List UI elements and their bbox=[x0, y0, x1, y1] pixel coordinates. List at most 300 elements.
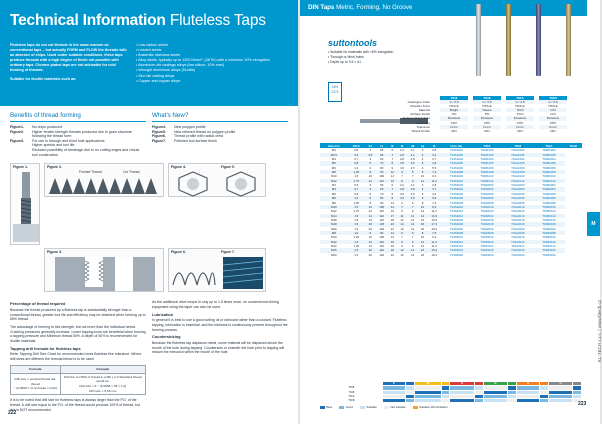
table-header-cell: T91B bbox=[565, 143, 582, 148]
table-cell: 8 bbox=[388, 161, 397, 165]
product-code-cell[interactable]: T9163010 bbox=[449, 235, 464, 240]
benefit-key: Figure1. bbox=[10, 125, 24, 129]
product-code-cell[interactable]: T91B2012 bbox=[542, 209, 556, 214]
material-row bbox=[321, 399, 582, 403]
benefit-key bbox=[10, 148, 32, 157]
table-cell: 5 bbox=[365, 161, 376, 165]
product-code-cell[interactable]: T9162018 bbox=[441, 222, 471, 226]
product-code-cell[interactable]: T9161008 bbox=[441, 170, 471, 174]
product-code-cell[interactable]: T9181004 bbox=[480, 157, 494, 162]
product-code-cell[interactable]: T9163012 bbox=[441, 240, 471, 244]
product-code-cell[interactable]: T91A2006 bbox=[502, 196, 533, 200]
table-cell: 3,2 bbox=[427, 153, 441, 157]
table-cell: 1,75 bbox=[353, 209, 360, 214]
legend-swatch-icon bbox=[384, 406, 389, 409]
whatsnew-text: New polygon profile bbox=[174, 125, 206, 129]
table-cell: M5 bbox=[331, 191, 336, 196]
product-code-cell[interactable]: T91A2018 bbox=[502, 222, 533, 226]
product-code-cell[interactable]: T9183010 bbox=[480, 235, 494, 240]
table-cell: 19,3 bbox=[431, 226, 437, 231]
product-code-cell[interactable]: T9162010 bbox=[441, 205, 471, 209]
spec-col-t916 bbox=[440, 96, 468, 133]
product-code-cell[interactable]: T9182005 bbox=[480, 191, 494, 196]
product-code-cell[interactable]: T91A3012 bbox=[502, 240, 533, 244]
product-code-cell[interactable]: T9161005 bbox=[441, 161, 471, 165]
benefit-text: No chips produced bbox=[32, 125, 62, 129]
table-cell: 9,3 bbox=[432, 174, 437, 179]
product-code-cell[interactable]: T9161010 bbox=[449, 174, 464, 179]
spec-label: Chamfer Form bbox=[410, 104, 430, 109]
spec-value: HSS-E bbox=[449, 104, 459, 109]
paragraph: The advantage of forming to this strength, but not more than the individual needs. Cracking pressures generally increase. Lower tapping tools are beneficial when forming a tapping pressure and Minimum thread 50%. A depth of 50% is recommended for ductile materials. bbox=[10, 324, 146, 344]
spec-label: Geometry bbox=[416, 120, 430, 125]
product-code-cell[interactable]: T91B3012 bbox=[533, 240, 564, 244]
table-cell: 110 bbox=[376, 240, 388, 244]
table-cell: 22 bbox=[388, 222, 397, 226]
product-code-cell[interactable]: T9161003 bbox=[449, 148, 464, 153]
table-cell: 11,2 bbox=[431, 209, 437, 214]
product-code-cell[interactable]: T91B1012 bbox=[533, 179, 564, 183]
legend-swatch-icon bbox=[413, 406, 418, 409]
table-cell: M20 bbox=[330, 252, 337, 257]
bullet-item: • Alloy steels, typically up to 1200 N/mm², (38 Rc) with a minimum 10% elongation bbox=[136, 58, 290, 63]
product-code-cell[interactable]: T91A1005 bbox=[502, 161, 533, 165]
table-cell: 1,5 bbox=[354, 174, 359, 179]
legend-label: Best bbox=[326, 405, 333, 409]
table-cell: 3,5 bbox=[400, 191, 405, 196]
table-cell: 20 bbox=[420, 226, 425, 231]
table-cell: 5 bbox=[369, 191, 372, 196]
product-code-cell[interactable]: T91A2004 bbox=[502, 187, 533, 191]
benefits-whatsnew bbox=[0, 106, 298, 157]
table-cell: 6 bbox=[418, 196, 427, 200]
table-cell: 12 bbox=[388, 231, 397, 235]
formula-line: − (0.0068 × % of thread × pitch) bbox=[13, 386, 58, 391]
table-cell: 10 bbox=[420, 235, 425, 240]
table-cell: 1,5 bbox=[348, 214, 365, 218]
table-cell: 12 bbox=[418, 240, 427, 244]
product-code-cell[interactable]: T91B1003 bbox=[542, 148, 556, 153]
product-code-cell[interactable]: T9162020 bbox=[449, 226, 464, 231]
product-code-cell[interactable]: T9182004 bbox=[472, 187, 502, 191]
product-code-cell[interactable]: T91B3112 bbox=[542, 243, 556, 248]
table-cell: 7 bbox=[401, 174, 403, 179]
spec-value: C / 2,5 bbox=[440, 100, 468, 104]
bullet-item: • Suitable for materials with >5% elongation bbox=[328, 50, 393, 55]
bullet-item: • Zinc die casting alloys bbox=[136, 74, 290, 79]
product-code-cell[interactable]: T9182010 bbox=[472, 205, 502, 209]
legend-item bbox=[339, 405, 353, 409]
table-cell: 8 bbox=[421, 200, 424, 205]
table-cell: 70 bbox=[380, 191, 384, 196]
table-cell: 12 bbox=[368, 209, 372, 214]
product-code-cell[interactable]: T91A1006 bbox=[511, 165, 525, 170]
product-code-cell[interactable]: T9161006 bbox=[449, 165, 464, 170]
table-cell: 2,8 bbox=[397, 187, 408, 191]
page-number: 222 bbox=[8, 410, 17, 416]
table-cell: M8 bbox=[320, 231, 348, 235]
paragraph: As the additional drive torque is only up to 1.5 times more, on conventional driving equipment using the taper can also be used. bbox=[152, 300, 279, 309]
whatsnew-text: Polished tool surface finish bbox=[174, 138, 217, 143]
table-cell: 10 bbox=[420, 174, 425, 179]
product-code-cell[interactable]: T91B1004 bbox=[542, 157, 556, 162]
table-cell: 14 bbox=[407, 222, 418, 226]
suitability-cell bbox=[450, 399, 475, 403]
page-number: 223 bbox=[578, 401, 587, 407]
product-code-cell[interactable]: T9182014 bbox=[472, 214, 502, 218]
table-header-cell: T91A bbox=[533, 143, 564, 148]
product-code-cell[interactable]: T91B1006 bbox=[542, 165, 556, 170]
table-cell: 9 bbox=[407, 240, 418, 244]
table-cell: 16 bbox=[411, 252, 415, 257]
spec-value: C / 2,5 bbox=[539, 100, 567, 104]
spec-value: Form bbox=[473, 125, 501, 129]
product-code-cell[interactable]: T91A2003 bbox=[511, 183, 525, 188]
product-code-cell[interactable]: T91A2016 bbox=[511, 217, 525, 222]
table-cell: 110 bbox=[376, 179, 388, 183]
table-cell: 110 bbox=[376, 214, 388, 218]
table-cell: M12 bbox=[330, 209, 337, 214]
left-header-band bbox=[0, 0, 298, 106]
table-cell: 16 bbox=[365, 248, 376, 252]
cut-thread-label: Cut Thread bbox=[123, 170, 140, 175]
paragraph: In general it is best to use a good cutting oil or lubricant rather than a coolant. Fluteless tapping, lubrication is essential, and the lubricant is continuously present throughout the forming process. bbox=[152, 318, 288, 332]
product-code-cell[interactable]: T91B2018 bbox=[533, 222, 564, 226]
product-code-cell[interactable]: T9181008 bbox=[472, 170, 502, 174]
product-code-cell[interactable]: T9182006 bbox=[472, 196, 502, 200]
product-code-cell[interactable]: T91B2016 bbox=[542, 217, 556, 222]
product-code-cell[interactable]: T9163112 bbox=[450, 243, 463, 248]
table-cell: 4,5 bbox=[410, 165, 415, 170]
whatsnew-heading: What's New? bbox=[152, 112, 288, 122]
bullet-item: • Through or blind holes bbox=[328, 55, 393, 60]
benefits-heading: Benefits of thread forming bbox=[10, 112, 146, 122]
spec-value: Bright bbox=[440, 108, 468, 112]
product-code-cell[interactable]: T9182003 bbox=[480, 183, 494, 188]
table-cell: 16 bbox=[400, 252, 404, 257]
table-cell: 110 bbox=[379, 209, 385, 214]
tap-image-bright bbox=[476, 4, 481, 76]
product-code-cell[interactable]: T91A1008 bbox=[502, 170, 533, 174]
product-code-cell[interactable]: T91B2003 bbox=[542, 183, 556, 188]
product-code-cell[interactable]: T91A2008 bbox=[511, 200, 525, 205]
product-code-cell[interactable]: T91B3010 bbox=[542, 235, 556, 240]
product-code-cell[interactable]: T91B2020 bbox=[542, 226, 556, 231]
product-code-cell[interactable]: T9163008 bbox=[441, 231, 471, 235]
table-cell: 2,1 bbox=[407, 153, 418, 157]
table-cell: 8 bbox=[369, 200, 372, 205]
table-cell: M3 bbox=[331, 183, 336, 188]
product-code-cell[interactable]: T9162012 bbox=[449, 209, 464, 214]
suitability-cell bbox=[540, 399, 549, 403]
table-cell: 4 bbox=[421, 157, 424, 162]
din-standard-badge: DIN 2174 bbox=[328, 82, 342, 102]
figure-caption: Figure 5. bbox=[221, 165, 235, 170]
table-cell: 3 bbox=[369, 148, 372, 153]
table-cell: 4,6 bbox=[432, 191, 437, 196]
table-cell: M8 bbox=[331, 200, 336, 205]
table-cell: 1,5 bbox=[348, 222, 365, 226]
page-title bbox=[10, 12, 290, 30]
section-tab[interactable]: M bbox=[587, 212, 600, 236]
legend-item bbox=[360, 405, 377, 409]
product-code-cell[interactable]: T91B2014 bbox=[533, 214, 564, 218]
product-code-cell[interactable]: T91A1035 bbox=[502, 153, 533, 157]
table-cell: M3,5 bbox=[320, 153, 348, 157]
table-cell: 3,7 bbox=[432, 157, 437, 162]
product-code-cell[interactable]: T91A3008 bbox=[502, 231, 533, 235]
product-code-cell[interactable]: T91B2010 bbox=[533, 205, 564, 209]
table-cell: 3 bbox=[421, 148, 424, 153]
spec-label: Tolerance bbox=[416, 124, 430, 129]
table-header-cell: Size mm bbox=[320, 143, 348, 148]
bullet-item: • Wrought aluminium alloys (Ductile) bbox=[136, 68, 290, 73]
table-header-cell: d1 bbox=[365, 143, 376, 148]
spec-value: 6HX bbox=[450, 120, 458, 125]
table-cell: 9 bbox=[388, 196, 397, 200]
bullet-item: • Copper and copper alloys bbox=[136, 79, 290, 84]
product-code-cell[interactable]: T91A1004 bbox=[511, 157, 525, 162]
material-group-cell: M bbox=[414, 382, 441, 386]
product-code-cell[interactable]: T9163020 bbox=[449, 252, 464, 257]
product-code-cell[interactable]: T9162005 bbox=[449, 191, 464, 196]
product-code-cell[interactable]: T9162003 bbox=[449, 183, 464, 188]
table-cell: 16 bbox=[400, 226, 404, 231]
product-code-cell[interactable]: T91A3016 bbox=[502, 248, 533, 252]
product-code-cell[interactable]: T9182016 bbox=[480, 217, 494, 222]
figures-row bbox=[0, 157, 298, 245]
table-cell: 9 bbox=[411, 209, 414, 214]
product-code-cell[interactable]: T91A2012 bbox=[511, 209, 525, 214]
product-code-cell[interactable]: T9182008 bbox=[480, 200, 494, 205]
paragraph: Refer Tapping Drill Size Chart for recommended sizes fluteless fine tolerance. Where drill sizes are different the formula below is to be used: bbox=[10, 352, 142, 362]
product-code-cell[interactable]: T9161004 bbox=[449, 157, 464, 162]
spec-label: Surface Finish bbox=[410, 112, 430, 117]
product-code-cell[interactable]: T9183008 bbox=[472, 231, 502, 235]
product-code-cell[interactable]: T91A1010 bbox=[511, 174, 525, 179]
product-code-cell[interactable]: T9183016 bbox=[472, 248, 502, 252]
table-cell: 110 bbox=[376, 248, 388, 252]
spec-value: Steam bbox=[473, 108, 501, 112]
tap-image-tin bbox=[506, 4, 511, 76]
table-cell: 12 bbox=[397, 248, 408, 252]
table-cell: 9 bbox=[391, 165, 394, 170]
product-code-cell[interactable]: T91A1012 bbox=[502, 179, 533, 183]
product-code-cell[interactable]: T9162008 bbox=[449, 200, 464, 205]
table-cell: M4 bbox=[320, 187, 348, 191]
product-code-cell[interactable]: T9183112 bbox=[480, 243, 494, 248]
table-cell: 1,5 bbox=[354, 217, 359, 222]
table-cell: 6 bbox=[391, 148, 394, 153]
figure-caption: Figure 2. bbox=[47, 165, 62, 170]
bullet-item: • Leaded steels bbox=[136, 48, 290, 53]
product-code-cell[interactable]: T91A2010 bbox=[502, 205, 533, 209]
table-cell: 1,25 bbox=[348, 170, 365, 174]
table-cell: 7 bbox=[411, 174, 414, 179]
product-code-cell[interactable]: T9162006 bbox=[441, 196, 471, 200]
table-cell: 13,3 bbox=[427, 214, 441, 218]
figure-4-5 bbox=[168, 163, 266, 197]
product-code-cell[interactable]: T9182018 bbox=[472, 222, 502, 226]
intro-paragraph: Fluteless taps do not cut threads in the same manner as conventional taps – but actually FORM and FLOW the threads with an absence of chips. Used under suitable conditions, these taps produce threads with a high degree of finish not possible with ordinary taps. Chrome-plated taps are not advisable for cold forming of threads. bbox=[10, 43, 127, 73]
product-code-cell[interactable]: T9181005 bbox=[472, 161, 502, 165]
table-cell: M6 bbox=[331, 165, 336, 170]
product-code-cell[interactable]: T91B2008 bbox=[542, 200, 556, 205]
spec-value: Fluteless bbox=[440, 116, 468, 120]
product-code-cell[interactable]: T91B3008 bbox=[533, 231, 564, 235]
legend-label: Good bbox=[345, 405, 353, 409]
table-cell: 5,5 bbox=[432, 165, 437, 170]
table-cell: 0,8 bbox=[348, 161, 365, 165]
table-cell: 2,1 bbox=[410, 183, 415, 188]
product-code-cell[interactable]: T9163016 bbox=[441, 248, 471, 252]
product-code-cell[interactable]: T91B1010 bbox=[542, 174, 556, 179]
spec-value: Form bbox=[440, 125, 468, 129]
section-label: DIN Taps bbox=[308, 4, 335, 11]
spec-col-t91a bbox=[506, 96, 534, 133]
table-cell: 1,5 bbox=[348, 240, 365, 244]
table-cell: 90 bbox=[376, 231, 388, 235]
table-cell: 3,5 bbox=[407, 161, 418, 165]
product-code-cell[interactable]: T91A2014 bbox=[502, 214, 533, 218]
product-code-cell[interactable]: T91B3020 bbox=[542, 252, 556, 257]
table-cell: 11,4 bbox=[431, 243, 437, 248]
paragraph: It is to be noted that drill size for fluteless taps is always larger than the P.D. of the thread. A drill size equal to the P.D. of the thread would produce 100% of thread, but this is NOT recommended. bbox=[10, 398, 140, 412]
legend-swatch-icon bbox=[320, 406, 325, 409]
example-header: Example bbox=[60, 365, 145, 373]
product-code-cell[interactable]: T9183020 bbox=[480, 252, 494, 257]
figure-2 bbox=[44, 163, 164, 197]
table-cell: M6 bbox=[320, 196, 348, 200]
left-page bbox=[0, 0, 298, 424]
table-cell: 0,5 bbox=[354, 183, 359, 188]
table-cell: 6 bbox=[411, 200, 414, 205]
table-cell: 14 bbox=[365, 214, 376, 218]
product-code-cell[interactable]: T91A1003 bbox=[511, 148, 525, 153]
table-cell: 14 bbox=[418, 214, 427, 218]
lower-left-col bbox=[10, 300, 146, 415]
material-row-label: T918 bbox=[321, 390, 383, 394]
table-cell: 7,5 bbox=[427, 231, 441, 235]
table-cell: 14 bbox=[390, 174, 394, 179]
product-code-cell[interactable]: T91B2006 bbox=[533, 196, 564, 200]
product-code-cell[interactable]: T9181003 bbox=[480, 148, 494, 153]
product-code-cell[interactable]: T91B2004 bbox=[533, 187, 564, 191]
spec-label: Surface Finish Type bbox=[402, 116, 430, 121]
title-rest: Fluteless Taps bbox=[169, 12, 266, 29]
material-group-cell: P bbox=[382, 382, 405, 386]
table-cell: 0,7 bbox=[348, 187, 365, 191]
table-header-cell: d2 bbox=[407, 143, 418, 148]
table-cell: 12 bbox=[420, 243, 425, 248]
product-code-cell[interactable]: T9161035 bbox=[441, 153, 471, 157]
table-cell: 6 bbox=[401, 200, 403, 205]
product-code-cell[interactable]: T9183012 bbox=[472, 240, 502, 244]
product-code-cell[interactable]: T9162014 bbox=[441, 214, 471, 218]
product-code-cell[interactable]: T9182012 bbox=[480, 209, 494, 214]
table-cell: 7 bbox=[391, 157, 394, 162]
product-code-cell[interactable]: T91B1008 bbox=[533, 170, 564, 174]
table-cell: 1,5 bbox=[348, 248, 365, 252]
spec-label: Catalogue Code bbox=[407, 100, 430, 105]
table-cell: 2,2 bbox=[400, 183, 405, 188]
lower-right-col bbox=[152, 300, 288, 415]
suitability-cell bbox=[483, 399, 508, 403]
table-cell: 56 bbox=[380, 183, 384, 188]
product-code-cell[interactable]: T9181035 bbox=[472, 153, 502, 157]
product-code-cell[interactable]: T91A3112 bbox=[511, 243, 525, 248]
table-cell: 4,5 bbox=[400, 165, 405, 170]
suitable-for-label: Suitable for ductile materials such as: bbox=[10, 76, 77, 81]
spec-value: CrN bbox=[539, 108, 567, 112]
table-cell: 20 bbox=[388, 248, 397, 252]
table-cell: M16 bbox=[330, 217, 337, 222]
table-cell: M4 bbox=[331, 157, 336, 162]
tap-image-ticn bbox=[536, 4, 541, 76]
material-bullets bbox=[136, 43, 290, 84]
table-cell: 20 bbox=[420, 252, 425, 257]
benefit-text: For use in through and blind hole applications bbox=[32, 138, 105, 143]
table-cell: 7 bbox=[388, 153, 397, 157]
table-cell: 4 bbox=[418, 187, 427, 191]
product-code-cell[interactable]: T91B1035 bbox=[533, 153, 564, 157]
product-code-cell[interactable]: T91B3016 bbox=[533, 248, 564, 252]
product-code-cell[interactable]: T91B2005 bbox=[542, 191, 556, 196]
spec-label: Shank Profile bbox=[411, 128, 430, 133]
product-code-cell[interactable]: T9181010 bbox=[480, 174, 494, 179]
spec-value: C / 2,5 bbox=[473, 100, 501, 104]
material-group-cell: N bbox=[483, 382, 508, 386]
suitability-cell bbox=[382, 399, 405, 403]
table-cell: 15,3 bbox=[431, 217, 437, 222]
table-cell: M20 bbox=[330, 226, 337, 231]
product-code-cell[interactable]: T9181012 bbox=[472, 179, 502, 183]
table-cell: 0,6 bbox=[348, 153, 365, 157]
table-cell: 2,1 bbox=[410, 148, 415, 153]
product-code-cell[interactable]: T91B1005 bbox=[533, 161, 564, 165]
product-code-cell[interactable]: T9181006 bbox=[480, 165, 494, 170]
table-cell: 1,0 bbox=[348, 231, 365, 235]
table-cell: 3 bbox=[418, 153, 427, 157]
formula-cell bbox=[11, 373, 61, 395]
table-cell: 15,3 bbox=[427, 248, 441, 252]
product-code-cell[interactable]: T91A2020 bbox=[511, 226, 525, 231]
product-code-cell[interactable]: T9162004 bbox=[441, 187, 471, 191]
figure-6-7 bbox=[168, 248, 266, 292]
benefit-row bbox=[10, 148, 146, 157]
suitability-cell bbox=[516, 399, 539, 403]
product-code-cell[interactable]: T91A3020 bbox=[511, 252, 525, 257]
table-cell: M12 bbox=[320, 240, 348, 244]
product-code-cell[interactable]: T91A3010 bbox=[511, 235, 525, 240]
table-cell: M8 bbox=[320, 170, 348, 174]
product-code-cell[interactable]: T9182020 bbox=[480, 226, 494, 231]
table-cell: M10 bbox=[320, 205, 348, 209]
formula-header: Formula bbox=[11, 365, 61, 373]
table-header-cell: l2 bbox=[388, 143, 397, 148]
product-code-cell[interactable]: T91A2005 bbox=[511, 191, 525, 196]
spec-value: Fluteless bbox=[539, 116, 567, 120]
spec-value: HSS-E bbox=[515, 104, 525, 109]
section-heading: Lubrication bbox=[152, 311, 174, 317]
product-code-cell[interactable]: T9161012 bbox=[441, 179, 471, 183]
product-code-cell[interactable]: T9162016 bbox=[449, 217, 464, 222]
suitability-cell bbox=[441, 399, 450, 403]
table-cell: 6 bbox=[391, 183, 394, 188]
table-cell: 17 bbox=[388, 214, 397, 218]
suitability-cell bbox=[475, 399, 484, 403]
spec-labels bbox=[330, 96, 430, 133]
